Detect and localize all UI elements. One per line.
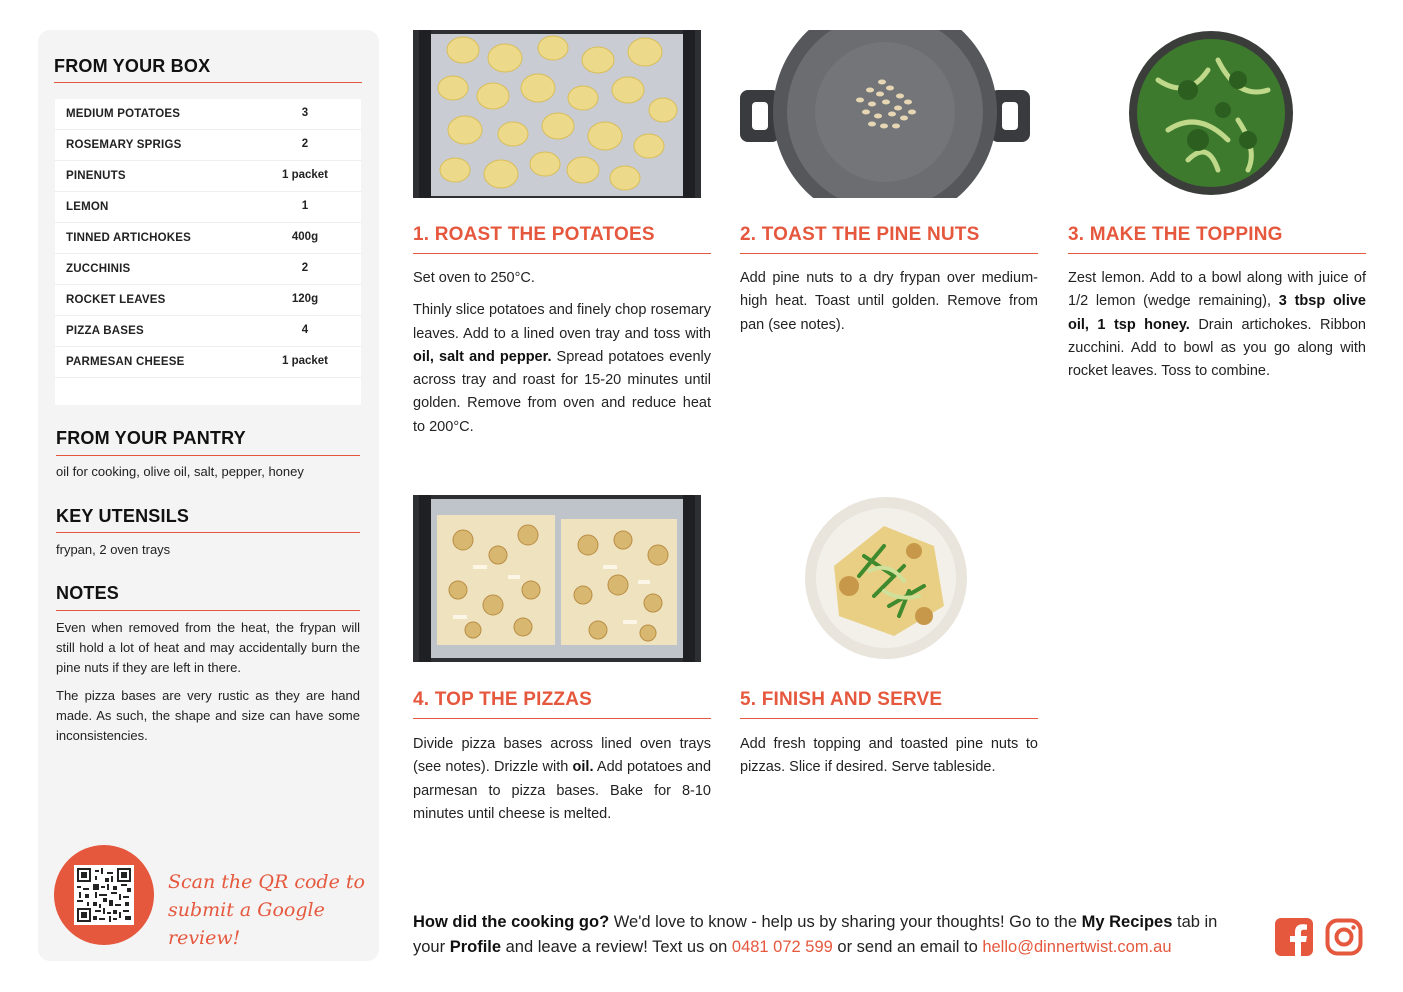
step-1-para: Set oven to 250°C. xyxy=(413,270,535,286)
step-4-title: 4. TOP THE PIZZAS xyxy=(413,689,593,710)
ingredient-qty: 1 packet xyxy=(281,355,329,367)
ingredient-table xyxy=(55,99,361,405)
ingredient-name: PARMESAN CHEESE xyxy=(66,356,185,368)
ingredient-row xyxy=(55,161,361,192)
ingredient-row xyxy=(55,223,361,254)
step-3-title: 3. MAKE THE TOPPING xyxy=(1068,224,1283,245)
ingredient-row xyxy=(55,130,361,161)
qr-caption xyxy=(168,868,379,952)
step-5-para: Add fresh topping and toasted pine nuts to pizzas. Slice if desired. Serve tableside. xyxy=(740,736,1038,776)
facebook-icon[interactable] xyxy=(1275,918,1313,956)
ingredient-row xyxy=(55,254,361,285)
step-3-rule xyxy=(1068,253,1366,254)
ingredient-qty: 3 xyxy=(301,107,309,119)
pizza-bases-tray-image xyxy=(413,495,701,662)
ingredient-name: ROSEMARY SPRIGS xyxy=(66,139,182,151)
step-2-text xyxy=(740,267,1038,346)
qr-code-icon[interactable] xyxy=(74,865,134,925)
text-span: Drain artichokes. Ribbon zucchini. Add to bowl as you go along with rocket leaves. Toss to combine. xyxy=(1068,316,1366,380)
text-span: Thinly slice potatoes and finely chop rosemary leaves. Add to a lined oven tray and toss with xyxy=(413,302,711,342)
note-paragraph: Even when removed from the heat, the frypan will still hold a lot of heat and may accidentally burn the pine nuts if they are left in there. xyxy=(56,620,360,675)
step-1-para xyxy=(413,299,711,439)
notes-title: NOTES xyxy=(56,583,120,603)
box-title: FROM YOUR BOX xyxy=(54,56,211,76)
text-span: or send an email to xyxy=(832,938,983,956)
sidebar xyxy=(38,30,379,961)
ingredient-qty: 1 xyxy=(301,200,309,212)
pantry-text: oil for cooking, olive oil, salt, pepper, honey xyxy=(56,464,304,479)
ingredient-row xyxy=(55,285,361,316)
bold-span: 3 tbsp olive oil, 1 tsp honey. xyxy=(1068,293,1366,333)
feedback-footer xyxy=(413,910,1253,960)
step-2-title: 2. TOAST THE PINE NUTS xyxy=(740,224,980,245)
ingredient-name: ROCKET LEAVES xyxy=(66,294,166,306)
ingredient-row xyxy=(55,316,361,347)
salad-topping-image xyxy=(1128,30,1294,196)
step-5-title: 5. FINISH AND SERVE xyxy=(740,689,943,710)
my-recipes-label: My Recipes xyxy=(1081,913,1173,931)
pantry-rule xyxy=(56,455,360,456)
step-4-para xyxy=(413,733,711,826)
step-2-rule xyxy=(740,253,1038,254)
box-title-rule xyxy=(54,82,362,83)
ingredient-name: TINNED ARTICHOKES xyxy=(66,232,192,244)
bold-span: oil. xyxy=(572,759,594,776)
phone-link[interactable]: 0481 072 599 xyxy=(731,938,833,956)
ingredient-qty: 4 xyxy=(301,324,309,336)
ingredient-row xyxy=(55,347,361,378)
qr-badge[interactable] xyxy=(54,845,154,945)
ingredient-qty: 400g xyxy=(291,231,319,243)
text-span: tab in your xyxy=(413,913,1218,956)
roasted-potatoes-image xyxy=(413,30,701,198)
step-2-para: Add pine nuts to a dry frypan over medium-high heat. Toast until golden. Remove from pan (see notes). xyxy=(740,270,1038,333)
pantry-title: FROM YOUR PANTRY xyxy=(56,428,246,448)
text-span: Add potatoes and parmesan to pizza bases. Bake for 8-10 minutes until cheese is melted. xyxy=(413,759,712,822)
ingredient-row xyxy=(55,192,361,223)
ingredient-qty: 2 xyxy=(301,138,309,150)
bold-span: oil, salt and pepper. xyxy=(413,348,552,365)
ingredient-name: MEDIUM POTATOES xyxy=(66,108,181,120)
text-span: Zest lemon. Add to a bowl along with juice of 1/2 lemon (wedge remaining), xyxy=(1068,270,1366,310)
text-span: and leave a review! Text us on xyxy=(501,938,732,956)
step-5-text xyxy=(740,733,1038,789)
text-span: We'd love to know - help us by sharing your thoughts! Go to the xyxy=(609,913,1082,931)
ingredient-name: PIZZA BASES xyxy=(66,325,144,337)
step-3-para xyxy=(1068,267,1366,383)
ingredient-qty: 120g xyxy=(291,293,319,305)
text-span: Spread potatoes evenly across tray and roast for 15-20 minutes until golden. Remove from oven and reduce heat to 200°C. xyxy=(413,348,711,435)
profile-label: Profile xyxy=(449,938,502,956)
step-3-text xyxy=(1068,267,1366,392)
step-4-text xyxy=(413,733,711,835)
ingredient-row xyxy=(55,99,361,130)
step-5-rule xyxy=(740,718,1038,719)
step-1-rule xyxy=(413,253,711,254)
plated-pizza-image xyxy=(804,496,968,660)
step-1-title: 1. ROAST THE POTATOES xyxy=(413,224,655,245)
instagram-icon[interactable] xyxy=(1325,918,1363,956)
utensils-title: KEY UTENSILS xyxy=(56,506,190,526)
qr-caption-line: submit a Google review! xyxy=(168,899,325,949)
email-link[interactable]: hello@dinnertwist.com.au xyxy=(982,938,1172,956)
frypan-pine-nuts-image xyxy=(740,30,1030,198)
notes-rule xyxy=(56,610,360,611)
ingredient-qty: 1 packet xyxy=(281,169,329,181)
note-paragraph: The pizza bases are very rustic as they are hand made. As such, the shape and size can have some inconsistencies. xyxy=(56,688,360,743)
utensils-text: frypan, 2 oven trays xyxy=(56,542,171,557)
utensils-rule xyxy=(56,532,360,533)
feedback-question: How did the cooking go? xyxy=(413,913,610,931)
step-1-text xyxy=(413,267,711,448)
ingredient-qty: 2 xyxy=(301,262,309,274)
ingredient-name: ZUCCHINIS xyxy=(66,263,131,275)
qr-caption-line: Scan the QR code to xyxy=(168,871,365,893)
ingredient-name: PINENUTS xyxy=(66,170,126,182)
step-4-rule xyxy=(413,718,711,719)
text-span: Divide pizza bases across lined oven trays (see notes). Drizzle with xyxy=(413,736,711,776)
ingredient-name: LEMON xyxy=(66,201,109,213)
